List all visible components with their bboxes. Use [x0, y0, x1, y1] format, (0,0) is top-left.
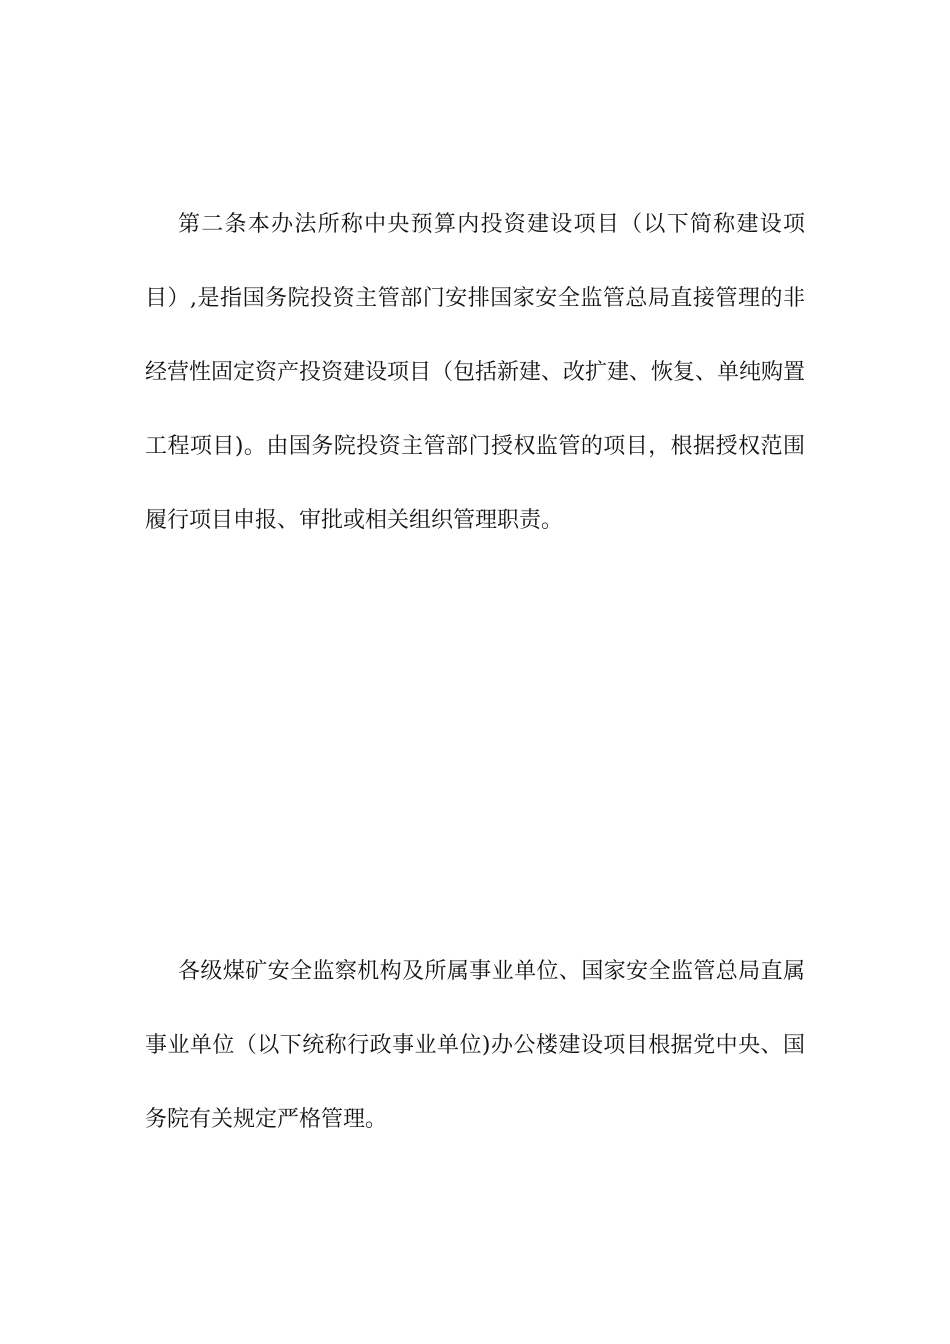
- paragraph-office-building-projects: 各级煤矿安全监察机构及所属事业单位、国家安全监管总局直属事业单位（以下统称行政事业单位)办公楼建设项目根据党中央、国务院有关规定严格管理。: [145, 959, 805, 1132]
- paragraph-article-2: 第二条本办法所称中央预算内投资建设项目（以下简称建设项目）,是指国务院投资主管部门安排国家安全监管总局直接管理的非经营性固定资产投资建设项目（包括新建、改扩建、恢复、单纯购置工程项目)。由国务院投资主管部门授权监管的项目，根据授权范围履行项目申报、审批或相关组织管理职责。: [145, 212, 806, 533]
